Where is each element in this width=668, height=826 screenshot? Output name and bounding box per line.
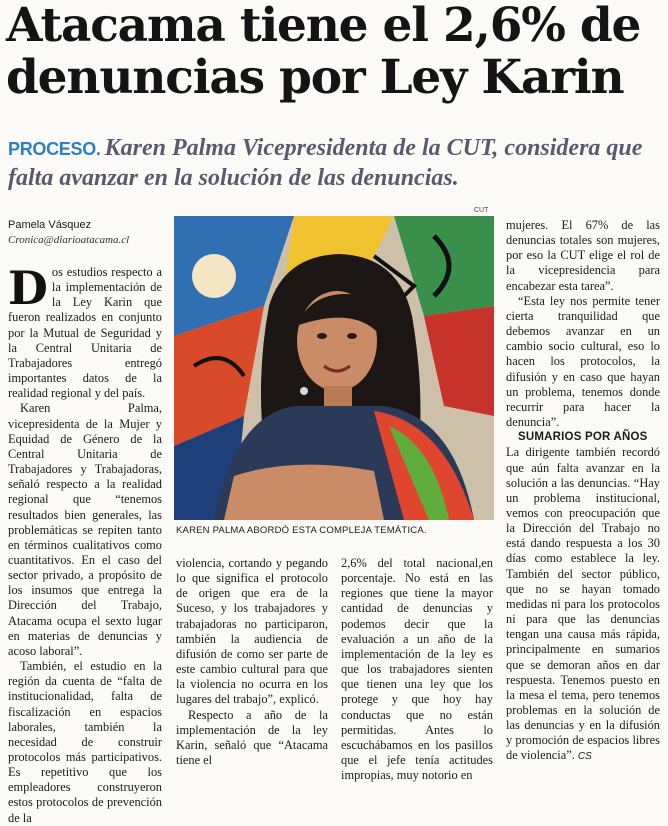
byline-email: Cronica@diarioatacama.cl	[8, 234, 130, 246]
byline-author: Pamela Vásquez	[8, 219, 92, 231]
paragraph: Karen Palma, vicepresidenta de la Mujer y Equidad de Género de la Central Unitaria de Trabajadores y Trabajadoras, señaló respecto a la realidad regional que “tenemos resultados bien generales, las problemáticas se repiten tanto en términos cualitativos como cuantitativos. En el caso del sector privado, a propósito de los insumos que entrega la Dirección del Trabajo, Atacama ocupa el sexto lugar en materias de denuncias y acoso laboral”.	[8, 401, 162, 658]
article-column-2	[176, 556, 328, 768]
article-photo	[174, 216, 494, 520]
subheadline	[8, 134, 658, 193]
paragraph: mujeres. El 67% de las denuncias totales son mujeres, por eso la CUT elige el rol de la vicepresidencia para encabezar esta tarea”.	[506, 218, 660, 293]
headline	[6, 0, 666, 104]
paragraph: Respecto a año de la implementación de la ley Karin, señaló que “Atacama tiene el	[176, 707, 328, 768]
article-column-4	[506, 218, 660, 765]
section-title: SUMARIOS POR AÑOS	[518, 431, 648, 444]
article-column-3	[341, 556, 493, 783]
photo-credit: CUT	[474, 207, 489, 214]
headline-line-1: Atacama tiene el 2,6% de	[6, 0, 641, 53]
paragraph: “Esta ley nos permite tener cierta tranquilidad que debemos avanzar en un cambio socio cultural, eso lo hacen los protocolos, la difusión y en caso que hayan un problema, tenemos donde recurrir para hacer la denuncia”.	[506, 293, 660, 430]
end-mark: CS	[577, 751, 592, 763]
portrait-illustration	[174, 216, 494, 520]
photo-caption: KAREN PALMA ABORDÓ ESTA COMPLEJA TEMÁTICA.	[176, 525, 427, 536]
paragraph: os estudios respecto a la implementación de la Ley Karin que fueron realizados en conjunto por la Mutual de Seguridad y la Central Unitaria de Trabajadores entregó importantes datos de la realidad regional y del país.	[8, 265, 162, 401]
byline	[8, 218, 129, 248]
drop-cap: D	[8, 261, 48, 315]
paragraph: También, el estudio en la región da cuenta de “falta de institucionalidad, falta de fiscalización en espacios laborales, también la necesidad de construir protocolos más participativos. Es repetitivo que los empleadores construyeron estos protocolos de prevención de la	[8, 659, 162, 825]
paragraph: 2,6% del total nacional,en porcentaje. No está en las regiones que tiene la mayor cantidad de denuncias y podemos decir que la evaluación a un año de la implementación de la ley es que los trabajadores sienten que tienen una ley que los protege y que hoy hay conductas que no están permitidas. Antes lo escuchábamos en los pasillos que el jefe tenía actitudes impropias, muy notorio en	[341, 556, 493, 783]
paragraph: La dirigente también recordó que aún falta avanzar en la solución a las denuncias. “Hay un problema institucional, vemos con preocupación que la Dirección del Trabajo no está dando respuesta a los 30 días como establece la ley. También del sector público, que no se hayan tomado medidas ni para los protocolos ni para que las denuncias tengan una causa más rápida, principalmente en sumarios que se demoran años en dar respuesta. Tenemos puesto en la mesa el tema, pero tenemos problemas en la solución de las denuncias y en la difusión y promoción de espacios libres de violencia”.	[506, 445, 660, 763]
headline-line-2: denuncias por Ley Karin	[6, 50, 624, 105]
paragraph: violencia, cortando y pegando lo que significa el protocolo de origen que era de la Suceso, y los trabajadores y trabajadoras no participaron, también la audiencia de difusión de como ser parte de este cambio cultural para que la violencia no ocurra en los lugares del trabajo”, explicó.	[176, 556, 328, 707]
article-column-1	[8, 261, 162, 826]
subheadline-kicker: PROCESO.	[8, 139, 101, 159]
subheadline-text: Karen Palma Vicepresidenta de la CUT, considera que falta avanzar en la solución de las denuncias.	[8, 135, 643, 191]
